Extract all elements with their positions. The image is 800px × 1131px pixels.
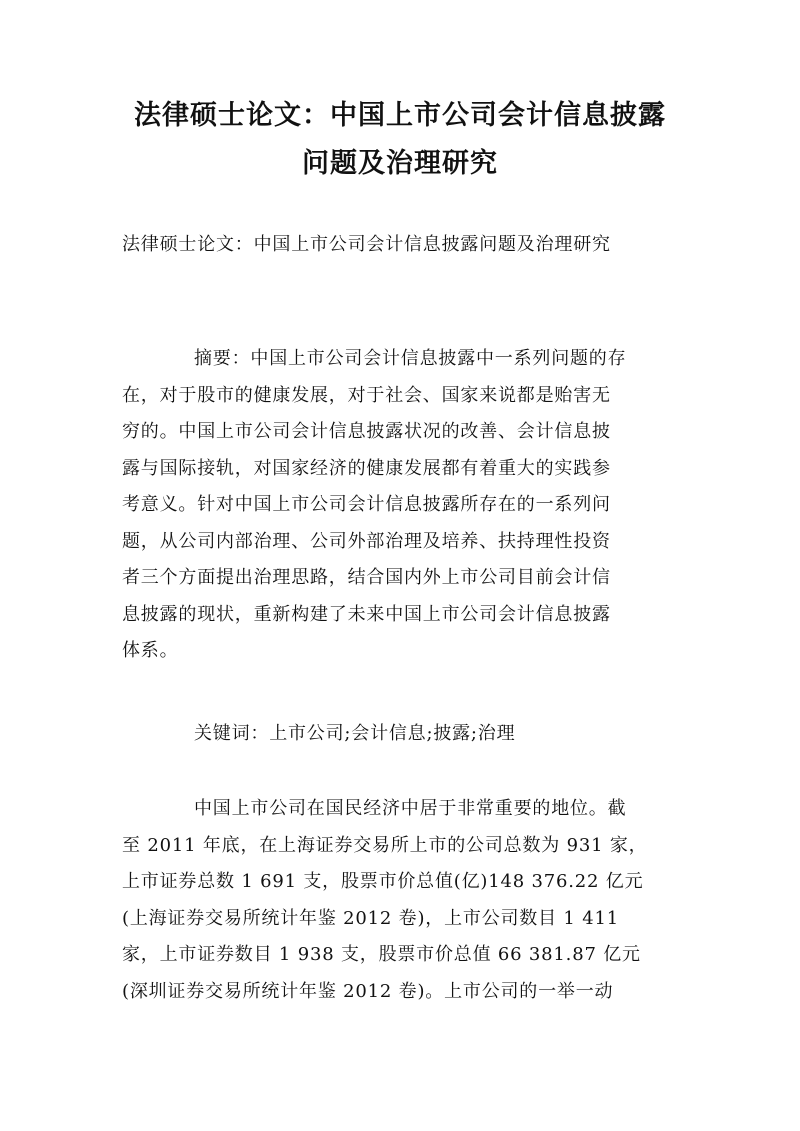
abstract-line: 者三个方面提出治理思路，结合国内外上市公司目前会计信 [122, 567, 611, 588]
keywords-text: 关键词：上市公司;会计信息;披露;治理 [194, 723, 516, 744]
abstract-line: 题，从公司内部治理、公司外部治理及培养、扶持理性投资 [122, 530, 611, 552]
abstract-line: 体系。 [122, 640, 179, 661]
body-line: 上市证券总数 1 691 支，股票市价总值(亿)148 376.22 亿元 [122, 871, 644, 892]
title-line-2: 问题及治理研究 [302, 148, 498, 179]
abstract-paragraph [122, 341, 692, 670]
body-line: (上海证券交易所统计年鉴 2012 卷)，上市公司数目 1 411 [122, 907, 619, 929]
abstract-line: 考意义。针对中国上市公司会计信息披露所存在的一系列问 [122, 494, 611, 515]
document-subtitle: 法律硕士论文：中国上市公司会计信息披露问题及治理研究 [122, 234, 611, 255]
body-paragraph [122, 791, 692, 1010]
body-line: 至 2011 年底，在上海证券交易所上市的公司总数为 931 家， [122, 834, 648, 856]
abstract-line: 摘要：中国上市公司会计信息披露中一系列问题的存 [194, 348, 627, 369]
title-line-1: 法律硕士论文：中国上市公司会计信息披露 [134, 100, 666, 131]
body-line: 家，上市证券数目 1 938 支，股票市价总值 66 381.87 亿元 [122, 944, 641, 965]
document-title [115, 92, 685, 188]
abstract-line: 息披露的现状，重新构建了未来中国上市公司会计信息披露 [122, 603, 611, 625]
abstract-line: 穷的。中国上市公司会计信息披露状况的改善、会计信息披 [122, 421, 611, 442]
body-line: (深圳证券交易所统计年鉴 2012 卷)。上市公司的一举一动 [122, 980, 614, 1002]
body-line: 中国上市公司在国民经济中居于非常重要的地位。截 [194, 798, 627, 819]
abstract-line: 露与国际接轨，对国家经济的健康发展都有着重大的实践参 [122, 457, 611, 479]
abstract-line: 在，对于股市的健康发展，对于社会、国家来说都是贻害无 [122, 384, 611, 406]
keywords-line [122, 716, 692, 753]
